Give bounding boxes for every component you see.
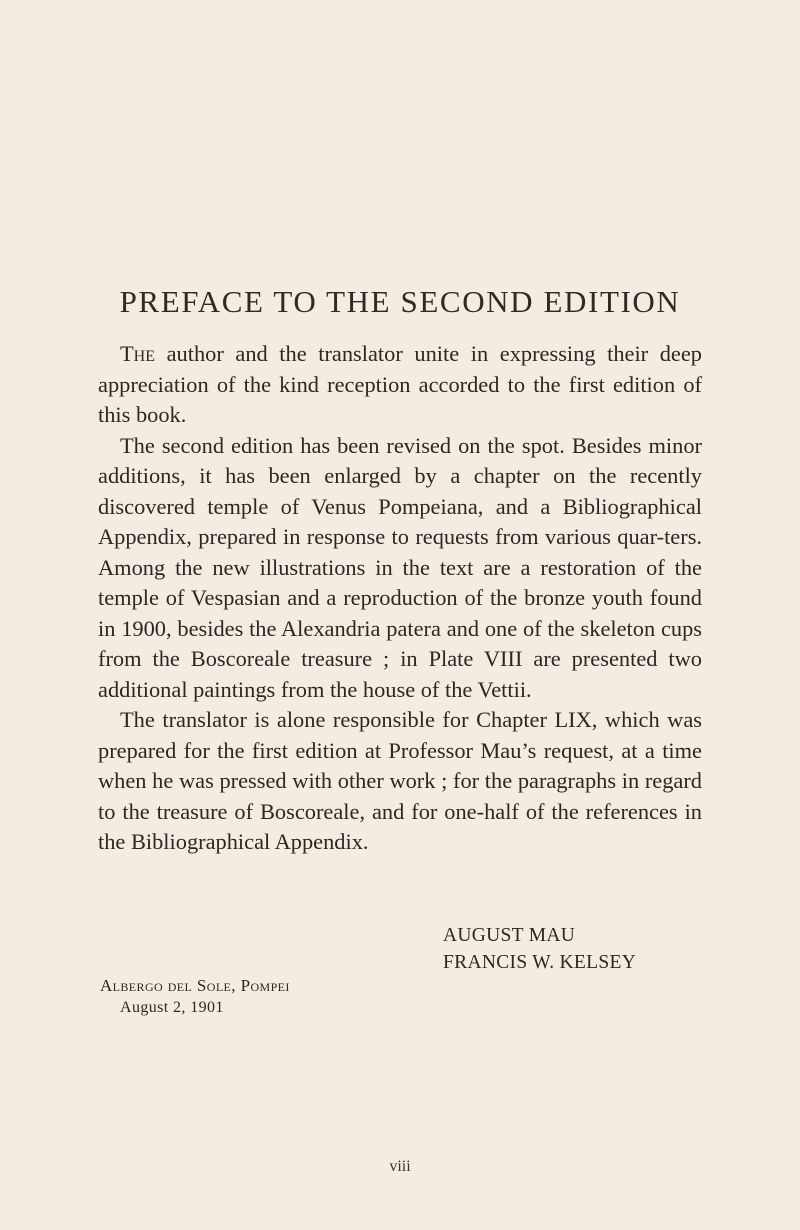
signatures [443,922,636,976]
paragraph-3-text: The translator is alone responsible for Chapter LIX, which was prepared for the first edition at Professor Mau’s request, at a time when he was pressed with other work ; for the paragraphs in regard to the treasure of Boscoreale, and for one-half of the references in the Bibliographical Appendix. [98,707,702,854]
paragraph-3 [98,705,702,858]
preface-body [98,339,702,858]
paragraph-1-text: author and the translator unite in expressing their deep appreciation of the kind reception accorded to the first edition of this book. [98,341,702,427]
place-line: Albergo del Sole, Pompei [100,976,290,995]
paragraph-2 [98,431,702,706]
place-and-date [100,975,290,1019]
signature-author: AUGUST MAU [443,925,576,946]
paragraph-1-lead: The [120,341,156,366]
signature-translator: FRANCIS W. KELSEY [443,952,637,973]
paragraph-2-text: The second edition has been revised on the spot. Besides minor additions, it has been enlarged by a chapter on the recently discovered temple of Venus Pompeiana, and a Bibliographical Appendix, prepared in response to requests from various quar-ters. Among the new illustrations in the text are a restoration of the temple of Vespasian and a reproduction of the bronze youth found in 1900, besides the Alexandria patera and one of the skeleton cups from the Boscoreale treasure ; in Plate VIII are presented two additional paintings from the house of the Vettii. [98,432,702,702]
paragraph-1 [98,339,702,431]
page-title: PREFACE TO THE SECOND EDITION [119,284,681,319]
page-number: viii [389,1158,411,1175]
date-line: August 2, 1901 [120,999,224,1016]
